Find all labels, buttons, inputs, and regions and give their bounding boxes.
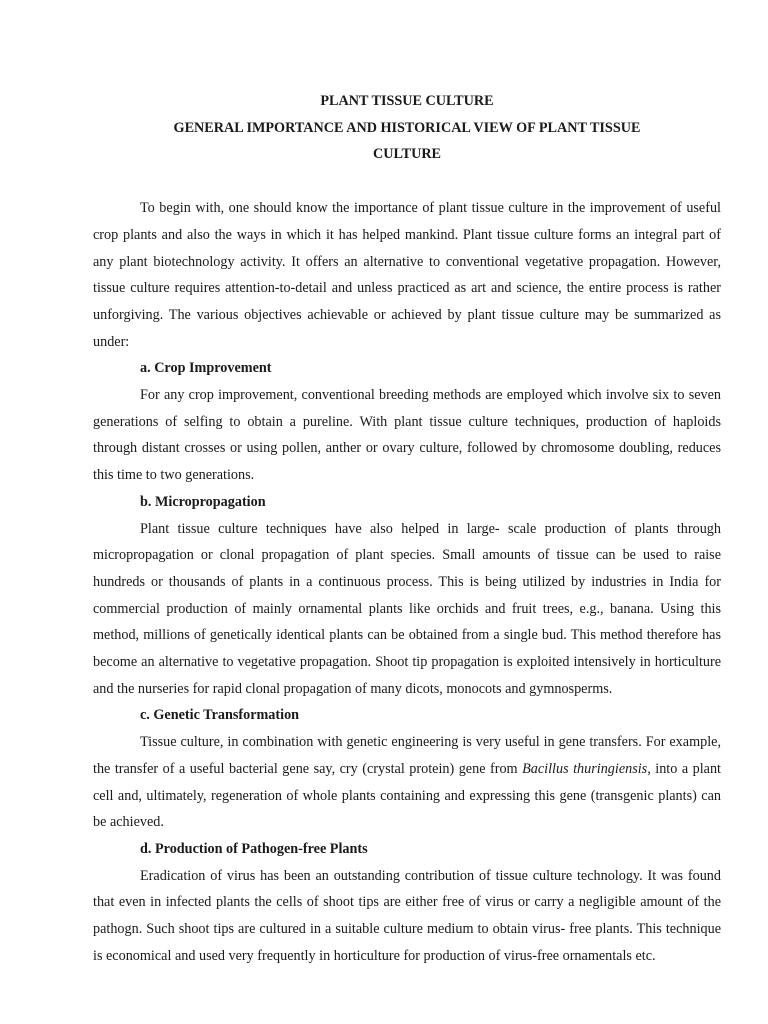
section-heading-pathogen-free-plants: d. Production of Pathogen-free Plants [140, 840, 368, 857]
section-body-micropropagation: Plant tissue culture techniques have also helped in large- scale production of plants through micropropagation or clonal propagation of plant species. Small amounts of tissue can be used to raise hundreds or thousands of plants in a continuous process. This is being utilized by industries in India for commercial production of mainly ornamental plants like orchids and fruit trees, e.g., banana. Using this method, millions of genetically identical plants can be obtained from a single bud. This method therefore has become an alternative to vegetative propagation. Shoot tip propagation is exploited intensively in horticulture and the nurseries for rapid clonal propagation of many dicots, monocots and gymnosperms. [93, 520, 721, 697]
document-title: PLANT TISSUE CULTURE [320, 93, 494, 109]
section-body-pathogen-free-plants: Eradication of virus has been an outstanding contribution of tissue culture technology. It was found that even in infected plants the cells of shoot tips are either free of virus or carry a negligible amount of the pathogn. Such shoot tips are cultured in a suitable culture medium to obtain virus- free plants. This technique is economical and used very frequently in horticulture for production of virus-free ornamentals etc. [93, 867, 721, 964]
species-name: Bacillus thuringiensis [522, 760, 648, 777]
document-subtitle-continued: CULTURE [372, 146, 442, 163]
section-body-crop-improvement: For any crop improvement, conventional breeding methods are employed which involve six to seven generations of selfing to obtain a pureline. With plant tissue culture techniques, production of haploids through distant crosses or using pollen, anther or ovary culture, followed by chromosome doubling, reduces this time to two generations. [93, 387, 721, 484]
section-heading-crop-improvement: a. Crop Improvement [140, 360, 272, 377]
body-text: , into a plant cell and, ultimately, regeneration of whole plants containing and expressing this gene (transgenic plants) can be achieved. [93, 760, 721, 831]
section-heading-micropropagation: b. Micropropagation [140, 493, 266, 510]
section-heading-genetic-transformation: c. Genetic Transformation [140, 707, 300, 724]
body-text: Tissue culture, in combination with genetic engineering is very useful in gene transfers. For example, the transfer of a useful bacterial gene say, cry (crystal protein) gene from [93, 734, 721, 777]
document-page [93, 88, 721, 970]
intro-paragraph: To begin with, one should know the importance of plant tissue culture in the improvement of useful crop plants and also the ways in which it has helped mankind. Plant tissue culture forms an integral part of any plant biotechnology activity. It offers an alternative to conventional vegetative propagation. However, tissue culture requires attention-to-detail and unless practiced as art and science, the entire process is rather unforgiving. The various objectives achievable or achieved by plant tissue culture may be summarized as under: [93, 200, 721, 350]
section-body-genetic-transformation [93, 729, 721, 836]
document-subtitle: GENERAL IMPORTANCE AND HISTORICAL VIEW OF PLANT TISSUE [173, 119, 641, 136]
title-block [93, 88, 721, 168]
